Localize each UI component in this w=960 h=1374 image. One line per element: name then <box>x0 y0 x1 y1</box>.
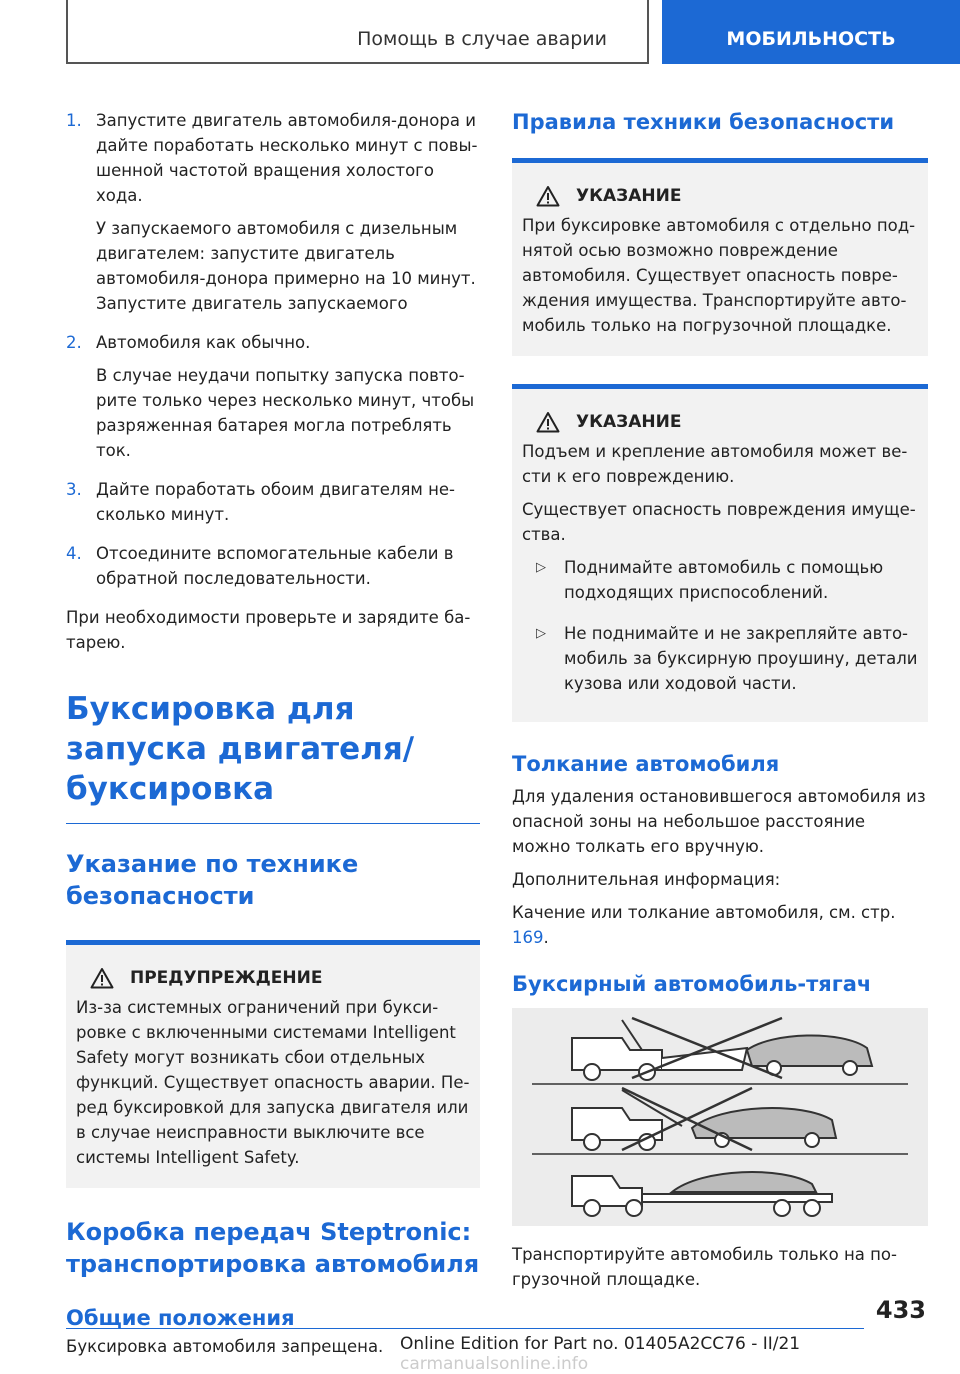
warning-text: Из-за системных ограничений при букси-ровке с включенными системами Intelligent Safety могут возникать сбои отдельных функций. Существует опасность аварии. Пе-ред буксировкой для запуска двигателя или в случае неисправности выключите все системы Intelligent Safety. <box>76 998 470 1167</box>
step-2 <box>66 330 480 471</box>
step-number: 4. <box>66 544 82 563</box>
step-number: 2. <box>66 333 82 352</box>
warning-box <box>66 940 480 1188</box>
cross-reference <box>512 900 928 950</box>
header-box <box>66 0 649 64</box>
section-divider <box>66 823 480 824</box>
list-item-text: Не поднимайте и не закрепляйте авто-мобиль за буксирную проушину, детали кузова или ходовой части. <box>564 624 918 693</box>
list-item <box>536 621 918 704</box>
footer-divider <box>66 1328 864 1329</box>
list-item-text: Поднимайте автомобиль с помощью подходящих приспособлений. <box>564 558 884 602</box>
triangle-bullet-icon: ▷ <box>536 560 546 575</box>
push-text: Для удаления остановившегося автомобиля из опасной зоны на небольшое расстояние можно толкать его вручную. <box>512 787 926 856</box>
note-text: Существует опасность повреждения имуще-ства. <box>522 500 916 544</box>
subsection-title-push: Толкание автомобиля <box>512 752 780 776</box>
note-title-text: УКАЗАНИЕ <box>576 412 682 432</box>
battery-check-text: При необходимости проверьте и зарядите ба-тарею. <box>66 608 471 652</box>
step-text: Запустите двигатель автомобиля-донора и дайте поработать несколько минут с повы-шенной частотой вращения холостого хода. <box>96 111 478 205</box>
step-3 <box>66 477 480 535</box>
left-column <box>66 108 480 1367</box>
page-number: 433 <box>875 1296 926 1324</box>
step-text: Отсоедините вспомогательные кабели в обратной последовательности. <box>96 544 454 588</box>
tow-truck-row-2 <box>572 1088 836 1150</box>
triangle-bullet-icon: ▷ <box>536 626 546 641</box>
note-title-text: УКАЗАНИЕ <box>576 186 682 206</box>
step-text: У запускаемого автомобиля с дизельным двигателем: запустите двигатель автомобиля-донора примерно на 10 минут. Запустите двигатель запускаемого <box>96 219 476 313</box>
tow-truck-illustration <box>512 1008 928 1226</box>
flatbed-row <box>572 1172 832 1216</box>
tow-truck-diagram <box>512 1008 928 1226</box>
page-reference-link[interactable]: 169 <box>512 928 544 947</box>
subsection-title-general: Общие положения <box>66 1306 295 1330</box>
step-4 <box>66 541 480 599</box>
tow-text: Транспортируйте автомобиль только на по-грузочной площадке. <box>512 1245 897 1289</box>
step-text: Автомобиля как обычно. <box>96 333 311 352</box>
section-title-tow-start: Буксировка для запуска двигателя/буксировка <box>66 691 415 807</box>
note-title <box>522 411 918 433</box>
tow-truck-row-1 <box>572 1018 872 1080</box>
step-1 <box>66 108 480 324</box>
warning-triangle-icon <box>536 411 560 433</box>
note-text: Подъем и крепление автомобиля может ве-сти к его повреждению. <box>522 442 908 486</box>
note-title <box>522 185 918 207</box>
subsection-title-safety: Указание по технике безопасности <box>66 850 359 910</box>
reference-suffix: . <box>543 928 549 947</box>
right-column <box>512 108 928 1300</box>
warning-title <box>76 967 470 989</box>
note-box-2 <box>512 384 928 722</box>
warning-triangle-icon <box>90 967 114 989</box>
warning-title-text: ПРЕДУПРЕЖДЕНИЕ <box>130 968 323 988</box>
step-text: Дайте поработать обоим двигателям не-сколько минут. <box>96 480 456 524</box>
subsection-title-steptronic: Коробка передач Steptronic: транспортировка автомобиля <box>66 1218 480 1278</box>
footer-edition: Online Edition for Part no. 01405A2CC76 - II/21 <box>400 1334 801 1354</box>
footer-watermark: carmanualsonline.info <box>400 1354 589 1374</box>
warning-triangle-icon <box>536 185 560 207</box>
more-info-label: Дополнительная информация: <box>512 870 781 889</box>
step-number: 3. <box>66 480 82 499</box>
subsection-title-tow-truck: Буксирный автомобиль-тягач <box>512 972 872 996</box>
step-text: В случае неудачи попытку запуска повто-рите только через несколько минут, чтобы разряженная батарея могла потреблять ток. <box>96 366 475 460</box>
footer <box>400 1334 960 1374</box>
step-number: 1. <box>66 111 82 130</box>
subsection-title-safety-rules: Правила техники безопасности <box>512 110 895 134</box>
note-box-1 <box>512 158 928 356</box>
header-section: Помощь в случае аварии <box>357 28 607 50</box>
header-chapter-tab[interactable]: МОБИЛЬНОСТЬ <box>662 0 960 64</box>
note-text: При буксировке автомобиля с отдельно под-нятой осью возможно повреждение автомобиля. Существует опасность повре-ждения имущества. Транспортируйте авто-мобиль только на погрузочной площадке. <box>522 216 916 335</box>
list-item <box>536 555 918 613</box>
general-text: Буксировка автомобиля запрещена. <box>66 1337 384 1356</box>
reference-text: Качение или толкание автомобиля, см. стр. <box>512 903 896 922</box>
